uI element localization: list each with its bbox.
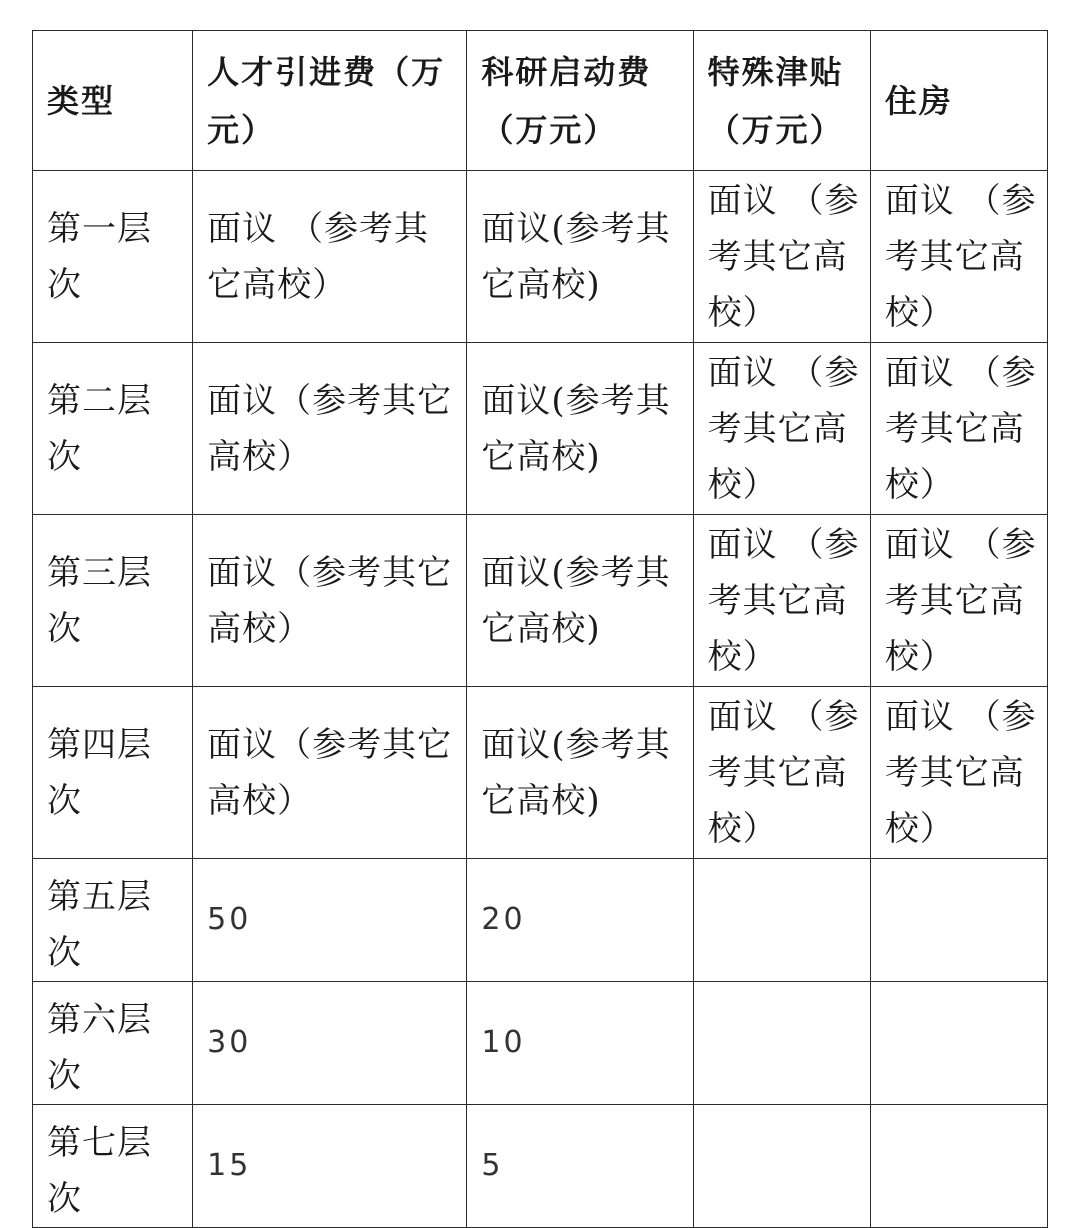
talent-fee-cell: 面议（参考其它高校） — [193, 515, 467, 687]
housing-cell: 面议 （参考其它高校） — [870, 343, 1047, 515]
level-cell: 第六层次 — [33, 982, 193, 1105]
housing-cell: 面议 （参考其它高校） — [870, 515, 1047, 687]
special-allowance-cell — [693, 859, 870, 982]
table-row — [33, 687, 1048, 859]
research-fee-cell: 面议(参考其它高校) — [467, 515, 693, 687]
table-row — [33, 982, 1048, 1105]
special-allowance-cell: 面议 （参考其它高校） — [693, 343, 870, 515]
housing-cell: 面议 （参考其它高校） — [870, 171, 1047, 343]
header-special-allowance: 特殊津贴（万元） — [693, 31, 870, 171]
research-fee-cell: 面议(参考其它高校) — [467, 171, 693, 343]
special-allowance-cell: 面议 （参考其它高校） — [693, 171, 870, 343]
table-row — [33, 1105, 1048, 1228]
research-fee-cell: 5 — [467, 1105, 693, 1228]
housing-cell — [870, 859, 1047, 982]
housing-cell — [870, 1105, 1047, 1228]
research-fee-cell: 10 — [467, 982, 693, 1105]
level-cell: 第二层次 — [33, 343, 193, 515]
header-type: 类型 — [33, 31, 193, 171]
talent-compensation-table — [32, 30, 1048, 1228]
table-row — [33, 343, 1048, 515]
level-cell: 第四层次 — [33, 687, 193, 859]
talent-fee-cell: 50 — [193, 859, 467, 982]
talent-fee-cell: 30 — [193, 982, 467, 1105]
talent-fee-cell: 面议（参考其它高校） — [193, 687, 467, 859]
header-research-fee: 科研启动费（万元） — [467, 31, 693, 171]
special-allowance-cell: 面议 （参考其它高校） — [693, 687, 870, 859]
special-allowance-cell — [693, 1105, 870, 1228]
research-fee-cell: 面议(参考其它高校) — [467, 687, 693, 859]
special-allowance-cell: 面议 （参考其它高校） — [693, 515, 870, 687]
header-housing: 住房 — [870, 31, 1047, 171]
table-row — [33, 859, 1048, 982]
table-header-row — [33, 31, 1048, 171]
level-cell: 第七层次 — [33, 1105, 193, 1228]
research-fee-cell: 20 — [467, 859, 693, 982]
housing-cell — [870, 982, 1047, 1105]
talent-fee-cell: 面议 （参考其它高校） — [193, 171, 467, 343]
level-cell: 第一层次 — [33, 171, 193, 343]
housing-cell: 面议 （参考其它高校） — [870, 687, 1047, 859]
table-row — [33, 515, 1048, 687]
level-cell: 第五层次 — [33, 859, 193, 982]
header-talent-fee: 人才引进费（万元） — [193, 31, 467, 171]
level-cell: 第三层次 — [33, 515, 193, 687]
table-row — [33, 171, 1048, 343]
talent-fee-cell: 面议（参考其它高校） — [193, 343, 467, 515]
talent-fee-cell: 15 — [193, 1105, 467, 1228]
research-fee-cell: 面议(参考其它高校) — [467, 343, 693, 515]
special-allowance-cell — [693, 982, 870, 1105]
